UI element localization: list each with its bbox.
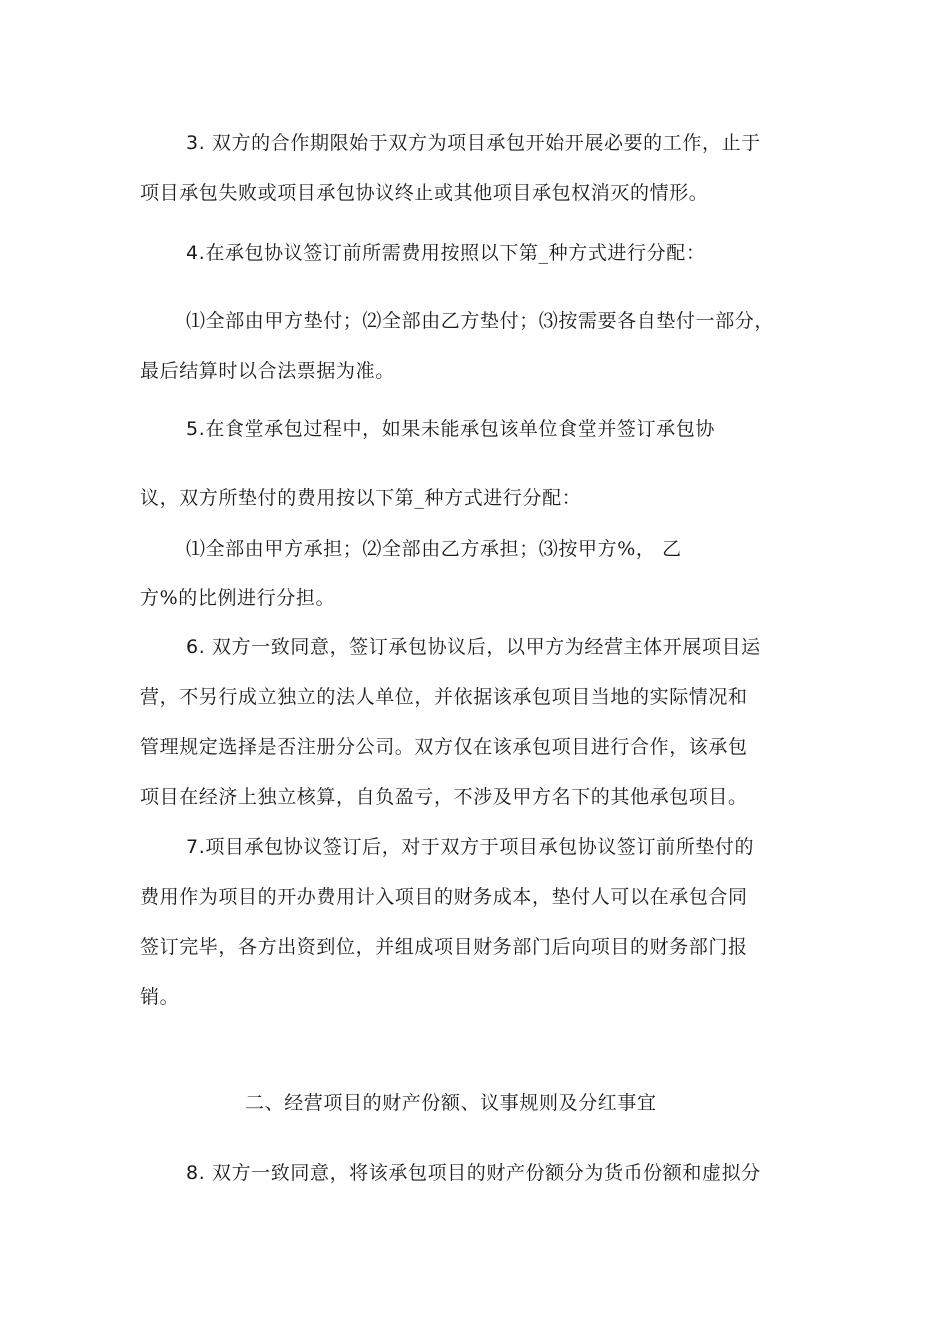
paragraph-5-line-2: 议，双方所垫付的费用按以下第_种方式进行分配： (140, 487, 582, 509)
paragraph-8-number: 8. (186, 1162, 206, 1184)
paragraph-5-options-line-2: 方%的比例进行分担。 (140, 587, 336, 609)
paragraph-3-text: 双方的合作期限始于双方为项目承包开始开展必要的工作，止于 (205, 132, 761, 154)
paragraph-7-text: 项目承包协议签订后，对于双方于项目承包协议签订前所垫付的 (205, 836, 755, 858)
paragraph-4-text: 在承包协议签订前所需费用按照以下第_种方式进行分配： (205, 242, 706, 264)
paragraph-5-number: 5. (186, 418, 206, 440)
paragraph-7-line-2: 费用作为项目的开办费用计入项目的财务成本，垫付人可以在承包合同 (140, 886, 748, 908)
paragraph-3-line-2: 项目承包失败或项目承包协议终止或其他项目承包权消灭的情形。 (140, 182, 709, 204)
paragraph-6-line-2: 营，不另行成立独立的法人单位，并依据该承包项目当地的实际情况和 (140, 686, 748, 708)
paragraph-7-line-3: 签订完毕，各方出资到位，并组成项目财务部门后向项目的财务部门报 (140, 936, 748, 958)
paragraph-6-line-3: 管理规定选择是否注册分公司。双方仅在该承包项目进行合作，该承包 (140, 736, 748, 758)
paragraph-4-options-line-2: 最后结算时以合法票据为准。 (140, 360, 395, 382)
section-heading: 二、经营项目的财产份额、议事规则及分红事宜 (245, 1092, 657, 1114)
paragraph-7-line-1 (186, 834, 754, 860)
paragraph-6-text: 双方一致同意，签订承包协议后，以甲方为经营主体开展项目运 (205, 636, 761, 658)
paragraph-7-number: 7. (186, 836, 206, 858)
paragraph-6-line-1 (186, 634, 761, 660)
paragraph-3-line-1 (186, 130, 761, 156)
paragraph-6-line-4: 项目在经济上独立核算，自负盈亏，不涉及甲方名下的其他承包项目。 (140, 786, 748, 808)
paragraph-5-options-line-1: ⑴全部由甲方承担；⑵全部由乙方承担；⑶按甲方%， 乙 (186, 538, 682, 560)
paragraph-5-line-1 (186, 416, 715, 442)
paragraph-3-number: 3. (186, 132, 206, 154)
paragraph-4-line-1 (186, 240, 705, 266)
paragraph-8-line-1 (186, 1160, 761, 1186)
paragraph-6-number: 6. (186, 636, 206, 658)
paragraph-4-number: 4. (186, 242, 206, 264)
paragraph-7-line-4: 销。 (140, 986, 180, 1008)
paragraph-8-text: 双方一致同意，将该承包项目的财产份额分为货币份额和虚拟分 (205, 1162, 761, 1184)
paragraph-4-options-line-1: ⑴全部由甲方垫付；⑵全部由乙方垫付；⑶按需要各自垫付一部分， (186, 310, 775, 332)
paragraph-5-text: 在食堂承包过程中，如果未能承包该单位食堂并签订承包协 (205, 418, 715, 440)
